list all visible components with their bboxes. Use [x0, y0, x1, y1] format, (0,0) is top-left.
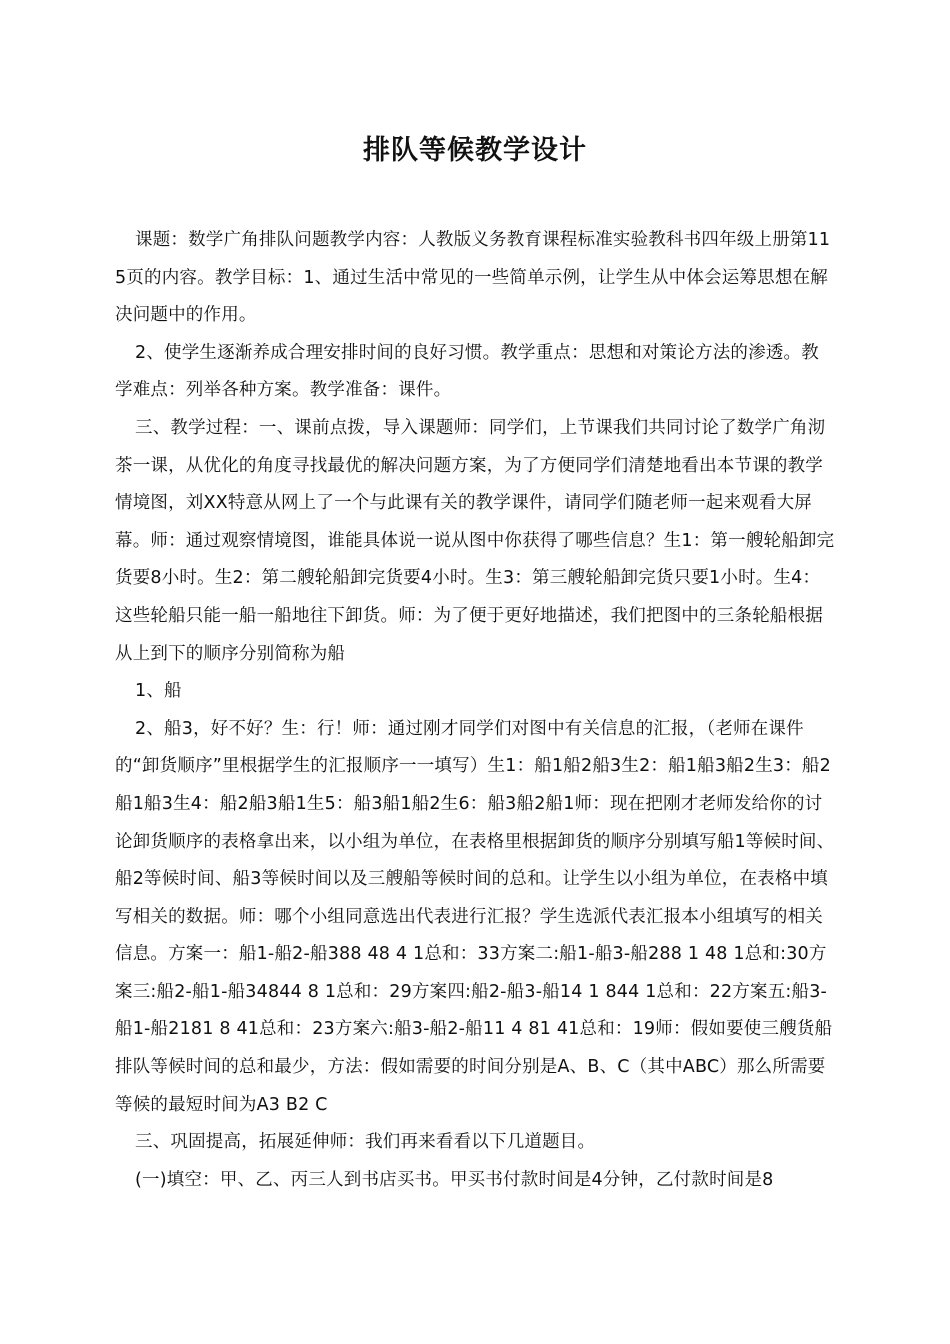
paragraph: 1、船 [135, 681, 182, 702]
paragraph: 课题：数学广角排队问题教学内容：人教版义务教育课程标准实验教科书四年级上册第115页的内容。教学目标：1、通过生活中常见的一些简单示例，让学生从中体会运筹思想在解决问题中的作用。 [115, 230, 831, 326]
document-title: 排队等候教学设计 [363, 135, 587, 166]
document-body [115, 222, 835, 1199]
paragraph: (一)填空：甲、乙、丙三人到书店买书。甲买书付款时间是4分钟，乙付款时间是8 [135, 1169, 774, 1190]
paragraph: 2、船3，好不好？生：行！师：通过刚才同学们对图中有关信息的汇报，（老师在课件的“卸货顺序”里根据学生的汇报顺序一一填写）生1：船1船2船3生2：船1船3船2生3：船2船1船3生4：船2船3船1生5：船3船1船2生6：船3船2船1师：现在把刚才老师发给你的讨论卸货顺序的表格拿出来，以小组为单位，在表格里根据卸货的顺序分别填写船1等候时间、船2等候时间、船3等候时间以及三艘船等候时间的总和。让学生以小组为单位，在表格中填写相关的数据。师：哪个小组同意选出代表进行汇报？学生选派代表汇报本小组填写的相关信息。方案一：船1-船2-船388 48 4 1总和：33方案二:船1-船3-船288 1 48 1总和:30方案三:船2-船1-船34844 8 1总和：29方案四:船2-船3-船14 1 844 1总和：22方案五:船3-船1-船2181 8 41总和：23方案六:船3-船2-船11 4 81 41总和：19师：假如要使三艘货船排队等候时间的总和最少，方法：假如需要的时间分别是A、B、C（其中ABC）那么所需要等候的最短时间为A3 B2 C [115, 718, 835, 1115]
paragraph: 2、使学生逐渐养成合理安排时间的良好习惯。教学重点：思想和对策论方法的渗透。教学难点：列举各种方案。教学准备：课件。 [115, 342, 819, 401]
paragraph: 三、教学过程：一、课前点拨，导入课题师：同学们，上节课我们共同讨论了数学广角沏茶一课，从优化的角度寻找最优的解决问题方案，为了方便同学们清楚地看出本节课的教学情境图，刘XX特意从网上了一个与此课有关的教学课件，请同学们随老师一起来观看大屏幕。师：通过观察情境图，谁能具体说一说从图中你获得了哪些信息？生1：第一艘轮船卸完货要8小时。生2：第二艘轮船卸完货要4小时。生3：第三艘轮船卸完货只要1小时。生4：这些轮船只能一船一船地往下卸货。师：为了便于更好地描述，我们把图中的三条轮船根据从上到下的顺序分别简称为船 [115, 417, 835, 664]
paragraph: 三、巩固提高，拓展延伸师：我们再来看看以下几道题目。 [135, 1132, 596, 1153]
